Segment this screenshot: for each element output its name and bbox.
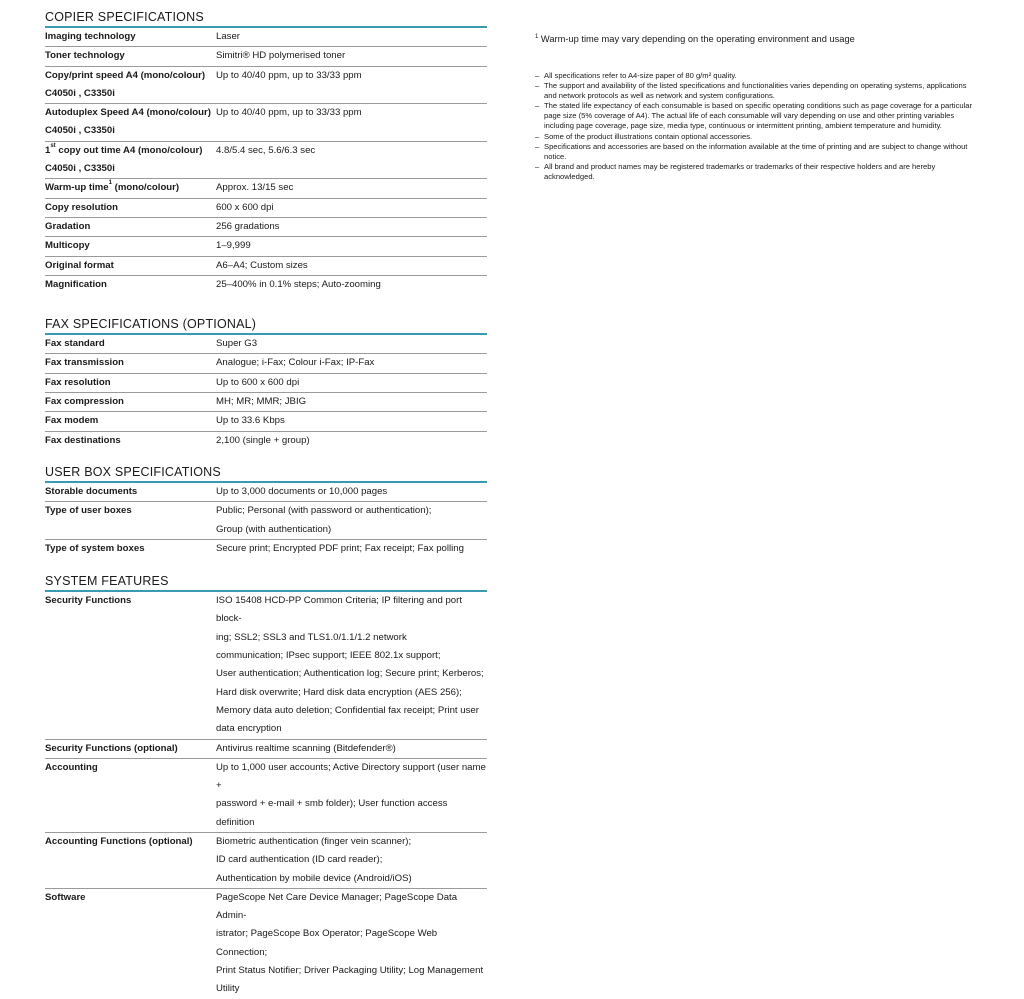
spec-label — [45, 142, 216, 179]
spec-value — [216, 393, 487, 411]
spec-value — [216, 179, 487, 197]
spec-label-line: Type of user boxes — [45, 505, 132, 517]
spec-row — [45, 199, 487, 218]
spec-row — [45, 257, 487, 276]
spec-row — [45, 28, 487, 47]
spec-row — [45, 740, 487, 759]
spec-row — [45, 889, 487, 999]
footnote: $^1$ Warm-up time may vary depending on the operating environment and usage — [535, 34, 855, 44]
spec-label-line: Type of system boxes — [45, 542, 145, 554]
spec-value-line: Super G3 — [216, 338, 258, 350]
spec-label-line: Software — [45, 891, 86, 903]
spec-value-line: MH; MR; MMR; JBIG — [216, 396, 307, 408]
spec-row — [45, 335, 487, 354]
spec-value-line: Utility — [216, 983, 240, 995]
spec-value-line: Up to 3,000 documents or 10,000 pages — [216, 485, 388, 497]
spec-label — [45, 237, 216, 255]
spec-label — [45, 833, 216, 888]
spec-value-line: data encryption — [216, 723, 282, 735]
spec-value — [216, 335, 487, 353]
spec-label — [45, 374, 216, 392]
spec-label — [45, 393, 216, 411]
spec-label-line: Accounting — [45, 761, 98, 773]
spec-value-line: Print Status Notifier; Driver Packaging Utility; Log Management — [216, 965, 484, 977]
spec-value — [216, 374, 487, 392]
spec-value-line: Laser — [216, 31, 240, 42]
note-item: – The stated life expectancy of each consumable is based on specific operating conditions such as page coverage for a particular page size (5% coverage of A4). The actual life of each consumable will vary depending on use and other printing variables including page coverage, page size, media type, continuous or intermittent printing, ambient temperature and humidity. — [535, 101, 980, 131]
spec-value — [216, 759, 487, 832]
spec-table — [45, 335, 487, 450]
spec-value-line: Memory data auto deletion; Confidential fax receipt; Print user — [216, 704, 479, 716]
spec-label-line: Fax transmission — [45, 357, 124, 369]
spec-label — [45, 199, 216, 217]
spec-label — [45, 47, 216, 65]
spec-value-line: Simitri® HD polymerised toner — [216, 50, 346, 62]
spec-row — [45, 412, 487, 431]
spec-value — [216, 218, 487, 236]
spec-label-line: Original format — [45, 259, 114, 271]
spec-label-line: Gradation — [45, 220, 91, 232]
spec-value-line: Authentication by mobile device (Android/iOS) — [216, 872, 412, 884]
note-item: – The support and availability of the listed specifications and functionalities varies depending on operating systems, applications and network protocols as well as network and system configurations. — [535, 81, 980, 101]
spec-row — [45, 218, 487, 237]
note-item: – All specifications refer to A4-size paper of 80 g/m² quality. — [535, 71, 980, 81]
spec-table — [45, 28, 487, 294]
spec-label — [45, 28, 216, 46]
spec-row — [45, 237, 487, 256]
spec-value-line: Up to 33.6 Kbps — [216, 415, 285, 427]
spec-value-line: Antivirus realtime scanning (Bitdefender®) — [216, 742, 396, 754]
spec-label-line: Copy resolution — [45, 201, 119, 213]
spec-value-line: password + e-mail + smb folder); User function access definition — [216, 798, 448, 828]
spec-value — [216, 276, 487, 294]
spec-value — [216, 592, 487, 738]
spec-value-line: Approx. 13/15 sec — [216, 182, 294, 194]
spec-row — [45, 540, 487, 558]
section-title: SYSTEM FEATURES — [45, 574, 487, 592]
spec-value-line: Up to 40/40 ppm, up to 33/33 ppm — [216, 107, 362, 119]
spec-label-line: Toner technology — [45, 50, 125, 62]
spec-row — [45, 374, 487, 393]
spec-value-line: 256 gradations — [216, 220, 280, 232]
note-item: – All brand and product names may be registered trademarks or trademarks of their respective holders and are hereby acknowledged. — [535, 162, 980, 182]
spec-value-line: Secure print; Encrypted PDF print; Fax receipt; Fax polling — [216, 542, 464, 554]
spec-label-line: Fax compression — [45, 396, 124, 408]
spec-value-line: 25–400% in 0.1% steps; Auto-zooming — [216, 278, 381, 290]
spec-value — [216, 47, 487, 65]
fax-section — [45, 317, 487, 450]
spec-value-line: istrator; PageScope Box Operator; PageScope Web Connection; — [216, 928, 438, 958]
copier-section — [45, 10, 487, 294]
spec-label — [45, 540, 216, 558]
spec-label — [45, 740, 216, 758]
spec-value — [216, 28, 487, 46]
spec-value — [216, 257, 487, 275]
section-title: COPIER SPECIFICATIONS — [45, 10, 487, 28]
spec-label-line: C4050i , C3350i — [45, 87, 115, 99]
spec-value-line: Up to 600 x 600 dpi — [216, 376, 300, 388]
spec-value — [216, 432, 487, 450]
spec-value — [216, 67, 487, 104]
spec-value-line: Hard disk overwrite; Hard disk data encryption (AES 256); — [216, 686, 462, 698]
spec-value-line: Biometric authentication (finger vein scanner); — [216, 835, 412, 847]
spec-label — [45, 67, 216, 104]
spec-value-line: PageScope Net Care Device Manager; PageScope Data Admin- — [216, 891, 458, 922]
notes-column — [535, 33, 980, 182]
spec-row — [45, 502, 487, 540]
spec-label — [45, 335, 216, 353]
section-title: FAX SPECIFICATIONS (OPTIONAL) — [45, 317, 487, 335]
spec-label-line: Warm-up time$^1$ (mono/colour) — [45, 180, 180, 194]
spec-value-line: Public; Personal (with password or authentication); — [216, 505, 432, 517]
spec-value — [216, 237, 487, 255]
spec-label — [45, 257, 216, 275]
spec-label — [45, 502, 216, 539]
spec-row — [45, 432, 487, 450]
spec-value — [216, 740, 487, 758]
spec-label-line: Accounting Functions (optional) — [45, 835, 193, 847]
spec-row — [45, 47, 487, 66]
spec-row — [45, 142, 487, 180]
spec-label-line: Storable documents — [45, 485, 138, 497]
spec-label — [45, 432, 216, 450]
spec-value-line: 2,100 (single + group) — [216, 434, 310, 446]
spec-row — [45, 592, 487, 739]
note-item: – Specifications and accessories are based on the information available at the time of printing and are subject to change without notice. — [535, 142, 980, 162]
spec-label — [45, 354, 216, 372]
spec-value — [216, 142, 487, 179]
note-item: – Some of the product illustrations contain optional accessories. — [535, 132, 980, 142]
spec-value — [216, 540, 487, 558]
spec-row — [45, 276, 487, 294]
system-section — [45, 574, 487, 999]
spec-row — [45, 354, 487, 373]
spec-label-line: Fax modem — [45, 415, 99, 427]
spec-label — [45, 218, 216, 236]
spec-label — [45, 412, 216, 430]
spec-row — [45, 67, 487, 105]
spec-value-line: ISO 15408 HCD-PP Common Criteria; IP filtering and port block- — [216, 595, 462, 625]
spec-value-line: Group (with authentication) — [216, 523, 332, 535]
spec-row — [45, 759, 487, 833]
spec-value-line: A6–A4; Custom sizes — [216, 259, 308, 271]
spec-label — [45, 104, 216, 141]
spec-value-line: 1–9,999 — [216, 240, 251, 252]
spec-row — [45, 483, 487, 502]
spec-label-line: Security Functions — [45, 595, 132, 607]
section-title: USER BOX SPECIFICATIONS — [45, 465, 487, 483]
spec-label — [45, 179, 216, 197]
spec-value — [216, 354, 487, 372]
spec-value — [216, 104, 487, 141]
spec-label — [45, 889, 216, 999]
spec-value-line: Up to 1,000 user accounts; Active Directory support (user name + — [216, 761, 486, 792]
spec-label — [45, 276, 216, 294]
spec-row — [45, 179, 487, 198]
spec-row — [45, 393, 487, 412]
spec-label-line: 1st copy out time A4 (mono/colour) — [45, 142, 203, 156]
spec-row — [45, 833, 487, 889]
spec-label-line: Fax standard — [45, 338, 105, 350]
spec-label — [45, 483, 216, 501]
notes-list — [535, 71, 980, 182]
spec-value — [216, 483, 487, 501]
spec-label-line: Autoduplex Speed A4 (mono/colour) — [45, 107, 211, 119]
spec-value-line: Analogue; i-Fax; Colour i-Fax; IP-Fax — [216, 357, 375, 369]
spec-value-line: 4.8/5.4 sec, 5.6/6.3 sec — [216, 144, 316, 156]
spec-table — [45, 592, 487, 999]
spec-label-line: C4050i , C3350i — [45, 125, 115, 137]
spec-value — [216, 412, 487, 430]
spec-value — [216, 889, 487, 999]
spec-value-line: communication; IPsec support; IEEE 802.1x support; — [216, 650, 441, 662]
spec-label-line: C4050i , C3350i — [45, 163, 115, 175]
spec-label-line: Fax resolution — [45, 376, 111, 388]
spec-value — [216, 199, 487, 217]
spec-value-line: Up to 40/40 ppm, up to 33/33 ppm — [216, 69, 362, 81]
spec-label-line: Multicopy — [45, 240, 90, 252]
spec-label-line: Copy/print speed A4 (mono/colour) — [45, 69, 206, 81]
spec-label-line: Security Functions (optional) — [45, 742, 178, 754]
spec-value-line: 600 x 600 dpi — [216, 201, 274, 213]
spec-sheet-left-column — [45, 10, 487, 999]
spec-value-line: ing; SSL2; SSL3 and TLS1.0/1.1/1.2 network — [216, 631, 407, 643]
spec-value-line: User authentication; Authentication log; Secure print; Kerberos; — [216, 668, 484, 680]
spec-label-line: Magnification — [45, 278, 107, 290]
spec-label-line: Fax destinations — [45, 434, 121, 446]
spec-table — [45, 483, 487, 558]
spec-row — [45, 104, 487, 142]
spec-value — [216, 502, 487, 539]
spec-value — [216, 833, 487, 888]
userbox-section — [45, 465, 487, 558]
spec-value-line: ID card authentication (ID card reader); — [216, 854, 383, 866]
spec-label — [45, 592, 216, 738]
spec-label — [45, 759, 216, 832]
spec-label-line: Imaging technology — [45, 31, 136, 42]
